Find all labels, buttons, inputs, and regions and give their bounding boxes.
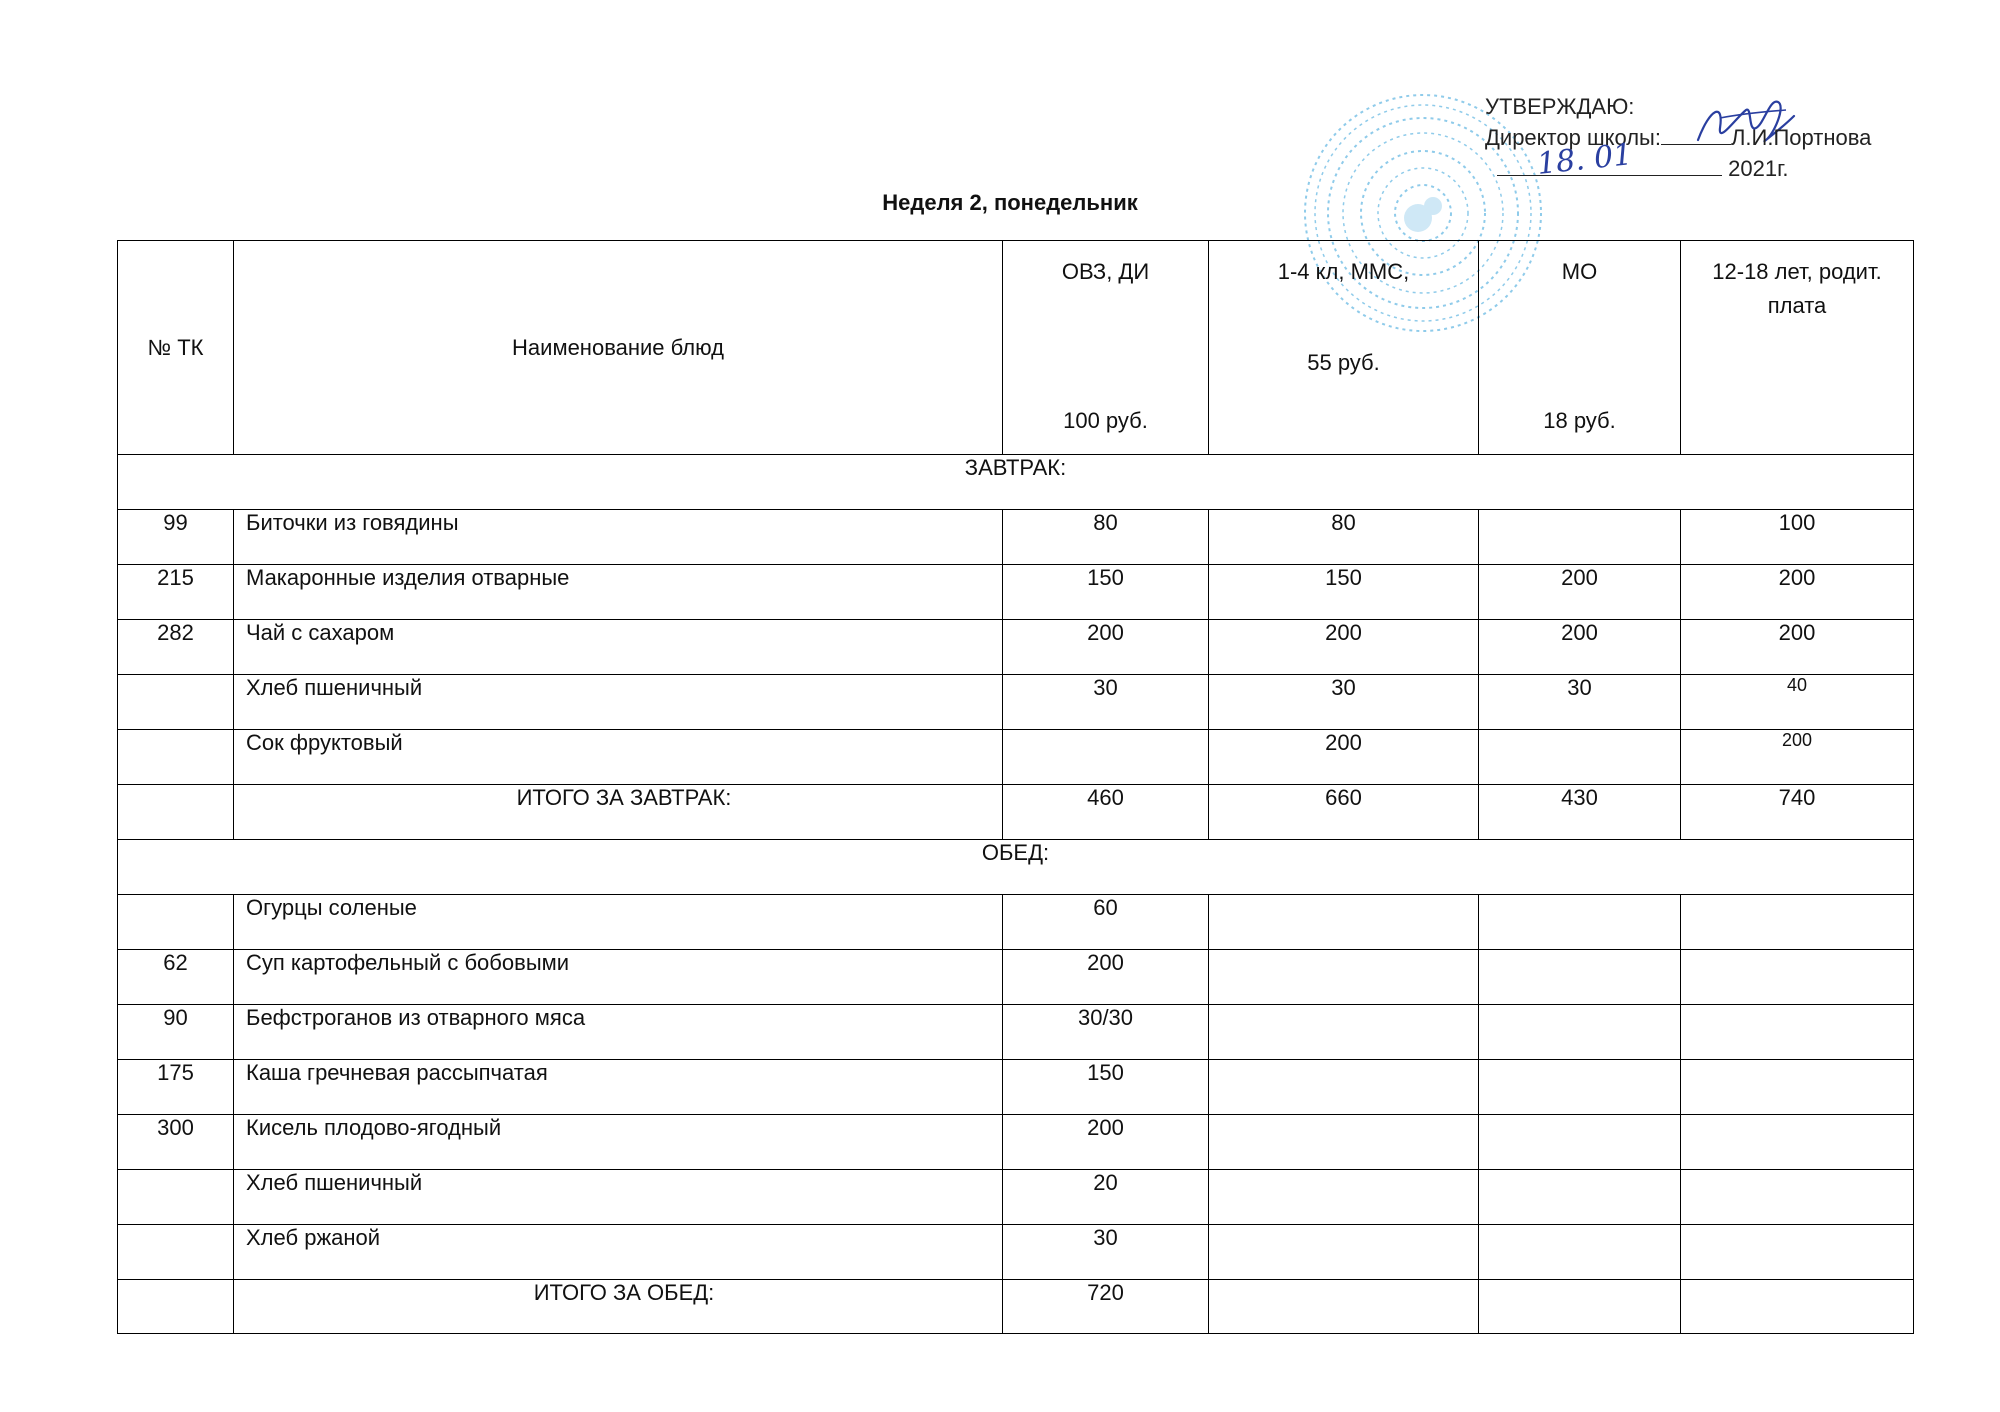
cell-name: Огурцы соленые bbox=[234, 895, 1003, 950]
cell-col1: 200 bbox=[1003, 950, 1209, 1005]
page-title: Неделя 2, понедельник bbox=[882, 190, 1138, 215]
breakfast-total-row bbox=[118, 785, 1914, 840]
table-row bbox=[118, 730, 1914, 785]
table-row bbox=[118, 950, 1914, 1005]
cell-col3 bbox=[1479, 950, 1681, 1005]
cell-col3 bbox=[1479, 730, 1681, 785]
cell-tk bbox=[118, 675, 234, 730]
cell-col2 bbox=[1209, 895, 1479, 950]
cell-col4: 100 bbox=[1681, 510, 1914, 565]
cell-tk: 300 bbox=[118, 1115, 234, 1170]
cell-col1: 60 bbox=[1003, 895, 1209, 950]
cell-col2: 200 bbox=[1209, 730, 1479, 785]
cell-tk: 175 bbox=[118, 1060, 234, 1115]
cell-col2 bbox=[1209, 1170, 1479, 1225]
cell-col1 bbox=[1003, 730, 1209, 785]
date-year: 2021г. bbox=[1728, 156, 1789, 181]
cell-tk: 99 bbox=[118, 510, 234, 565]
cell-name: Чай с сахаром bbox=[234, 620, 1003, 675]
cell-col2 bbox=[1209, 1280, 1479, 1334]
cell-col1: 720 bbox=[1003, 1280, 1209, 1334]
header-col2-label: 1-4 кл, ММС, bbox=[1277, 259, 1410, 284]
cell-col4: 40 bbox=[1681, 675, 1914, 730]
cell-tk bbox=[118, 895, 234, 950]
cell-col3 bbox=[1479, 1280, 1681, 1334]
lunch-total-label: ИТОГО ЗА ОБЕД: bbox=[234, 1280, 1003, 1334]
cell-col1: 80 bbox=[1003, 510, 1209, 565]
table-row bbox=[118, 1005, 1914, 1060]
cell-tk: 90 bbox=[118, 1005, 234, 1060]
cell-col4: 740 bbox=[1681, 785, 1914, 840]
cell-col1: 200 bbox=[1003, 620, 1209, 675]
cell-col4 bbox=[1681, 1170, 1914, 1225]
cell-tk: 62 bbox=[118, 950, 234, 1005]
table-row bbox=[118, 895, 1914, 950]
cell-col1: 460 bbox=[1003, 785, 1209, 840]
header-tk: № ТК bbox=[118, 241, 234, 455]
cell-col1: 20 bbox=[1003, 1170, 1209, 1225]
cell-name: Хлеб пшеничный bbox=[234, 675, 1003, 730]
header-col3 bbox=[1479, 241, 1681, 455]
cell-col2: 200 bbox=[1209, 620, 1479, 675]
cell-col1: 30 bbox=[1003, 675, 1209, 730]
approval-block bbox=[1485, 92, 1871, 184]
approval-heading: УТВЕРЖДАЮ: bbox=[1485, 94, 1635, 119]
signature-line bbox=[1661, 122, 1731, 145]
header-name: Наименование блюд bbox=[234, 241, 1003, 455]
cell-col3 bbox=[1479, 510, 1681, 565]
cell-col4 bbox=[1681, 895, 1914, 950]
cell-col4 bbox=[1681, 1060, 1914, 1115]
breakfast-total-label: ИТОГО ЗА ЗАВТРАК: bbox=[234, 785, 1003, 840]
director-label: Директор школы: bbox=[1485, 125, 1661, 150]
cell-col3 bbox=[1479, 1005, 1681, 1060]
director-name: Л.И.Портнова bbox=[1730, 125, 1872, 150]
cell-tk bbox=[118, 1225, 234, 1280]
cell-col4 bbox=[1681, 1115, 1914, 1170]
table-row bbox=[118, 620, 1914, 675]
cell-col3: 30 bbox=[1479, 675, 1681, 730]
lunch-total-row bbox=[118, 1280, 1914, 1334]
cell-col2: 30 bbox=[1209, 675, 1479, 730]
cell-name: Биточки из говядины bbox=[234, 510, 1003, 565]
cell-name: Суп картофельный с бобовыми bbox=[234, 950, 1003, 1005]
section-breakfast: ЗАВТРАК: bbox=[118, 455, 1914, 510]
header-col2 bbox=[1209, 241, 1479, 455]
cell-col4: 200 bbox=[1681, 620, 1914, 675]
cell-col2 bbox=[1209, 1115, 1479, 1170]
cell-name: Макаронные изделия отварные bbox=[234, 565, 1003, 620]
section-lunch: ОБЕД: bbox=[118, 840, 1914, 895]
cell-tk bbox=[118, 730, 234, 785]
cell-col1: 150 bbox=[1003, 565, 1209, 620]
cell-col3 bbox=[1479, 1225, 1681, 1280]
cell-col1: 30 bbox=[1003, 1225, 1209, 1280]
table-row bbox=[118, 675, 1914, 730]
cell-col3 bbox=[1479, 1060, 1681, 1115]
header-col1 bbox=[1003, 241, 1209, 455]
cell-col4 bbox=[1681, 950, 1914, 1005]
cell-name: Каша гречневая рассыпчатая bbox=[234, 1060, 1003, 1115]
cell-col4 bbox=[1681, 1280, 1914, 1334]
cell-name: Хлеб пшеничный bbox=[234, 1170, 1003, 1225]
table-row bbox=[118, 565, 1914, 620]
handwritten-date: 18. 01 bbox=[1535, 137, 1634, 182]
table-row bbox=[118, 510, 1914, 565]
cell-name: Хлеб ржаной bbox=[234, 1225, 1003, 1280]
cell-col1: 200 bbox=[1003, 1115, 1209, 1170]
cell-col2: 150 bbox=[1209, 565, 1479, 620]
cell-col3 bbox=[1479, 1115, 1681, 1170]
cell-col4: 200 bbox=[1681, 730, 1914, 785]
table-row bbox=[118, 1060, 1914, 1115]
cell-col3: 200 bbox=[1479, 620, 1681, 675]
cell-name: Сок фруктовый bbox=[234, 730, 1003, 785]
header-col3-label: МО bbox=[1561, 259, 1598, 284]
cell-col1: 30/30 bbox=[1003, 1005, 1209, 1060]
header-col2-price: 55 руб. bbox=[1307, 350, 1380, 375]
cell-col3: 430 bbox=[1479, 785, 1681, 840]
header-col1-price: 100 руб. bbox=[1063, 408, 1148, 433]
cell-tk bbox=[118, 785, 234, 840]
cell-col3 bbox=[1479, 1170, 1681, 1225]
header-col4-label: 12-18 лет, родит. плата bbox=[1712, 259, 1882, 318]
header-col3-price: 18 руб. bbox=[1543, 408, 1616, 433]
cell-tk: 282 bbox=[118, 620, 234, 675]
menu-table bbox=[117, 240, 1914, 1334]
cell-col4 bbox=[1681, 1225, 1914, 1280]
cell-col3: 200 bbox=[1479, 565, 1681, 620]
cell-col2 bbox=[1209, 1005, 1479, 1060]
table-row bbox=[118, 1225, 1914, 1280]
cell-tk bbox=[118, 1280, 234, 1334]
cell-col1: 150 bbox=[1003, 1060, 1209, 1115]
cell-col2 bbox=[1209, 1225, 1479, 1280]
cell-tk: 215 bbox=[118, 565, 234, 620]
cell-tk bbox=[118, 1170, 234, 1225]
cell-col2 bbox=[1209, 950, 1479, 1005]
table-header-row bbox=[118, 241, 1914, 455]
cell-name: Кисель плодово-ягодный bbox=[234, 1115, 1003, 1170]
cell-col3 bbox=[1479, 895, 1681, 950]
cell-col2 bbox=[1209, 1060, 1479, 1115]
header-col4 bbox=[1681, 241, 1914, 455]
cell-name: Бефстроганов из отварного мяса bbox=[234, 1005, 1003, 1060]
cell-col4: 200 bbox=[1681, 565, 1914, 620]
cell-col2: 80 bbox=[1209, 510, 1479, 565]
header-col1-label: ОВЗ, ДИ bbox=[1061, 259, 1150, 284]
cell-col2: 660 bbox=[1209, 785, 1479, 840]
table-row bbox=[118, 1170, 1914, 1225]
cell-col4 bbox=[1681, 1005, 1914, 1060]
table-row bbox=[118, 1115, 1914, 1170]
